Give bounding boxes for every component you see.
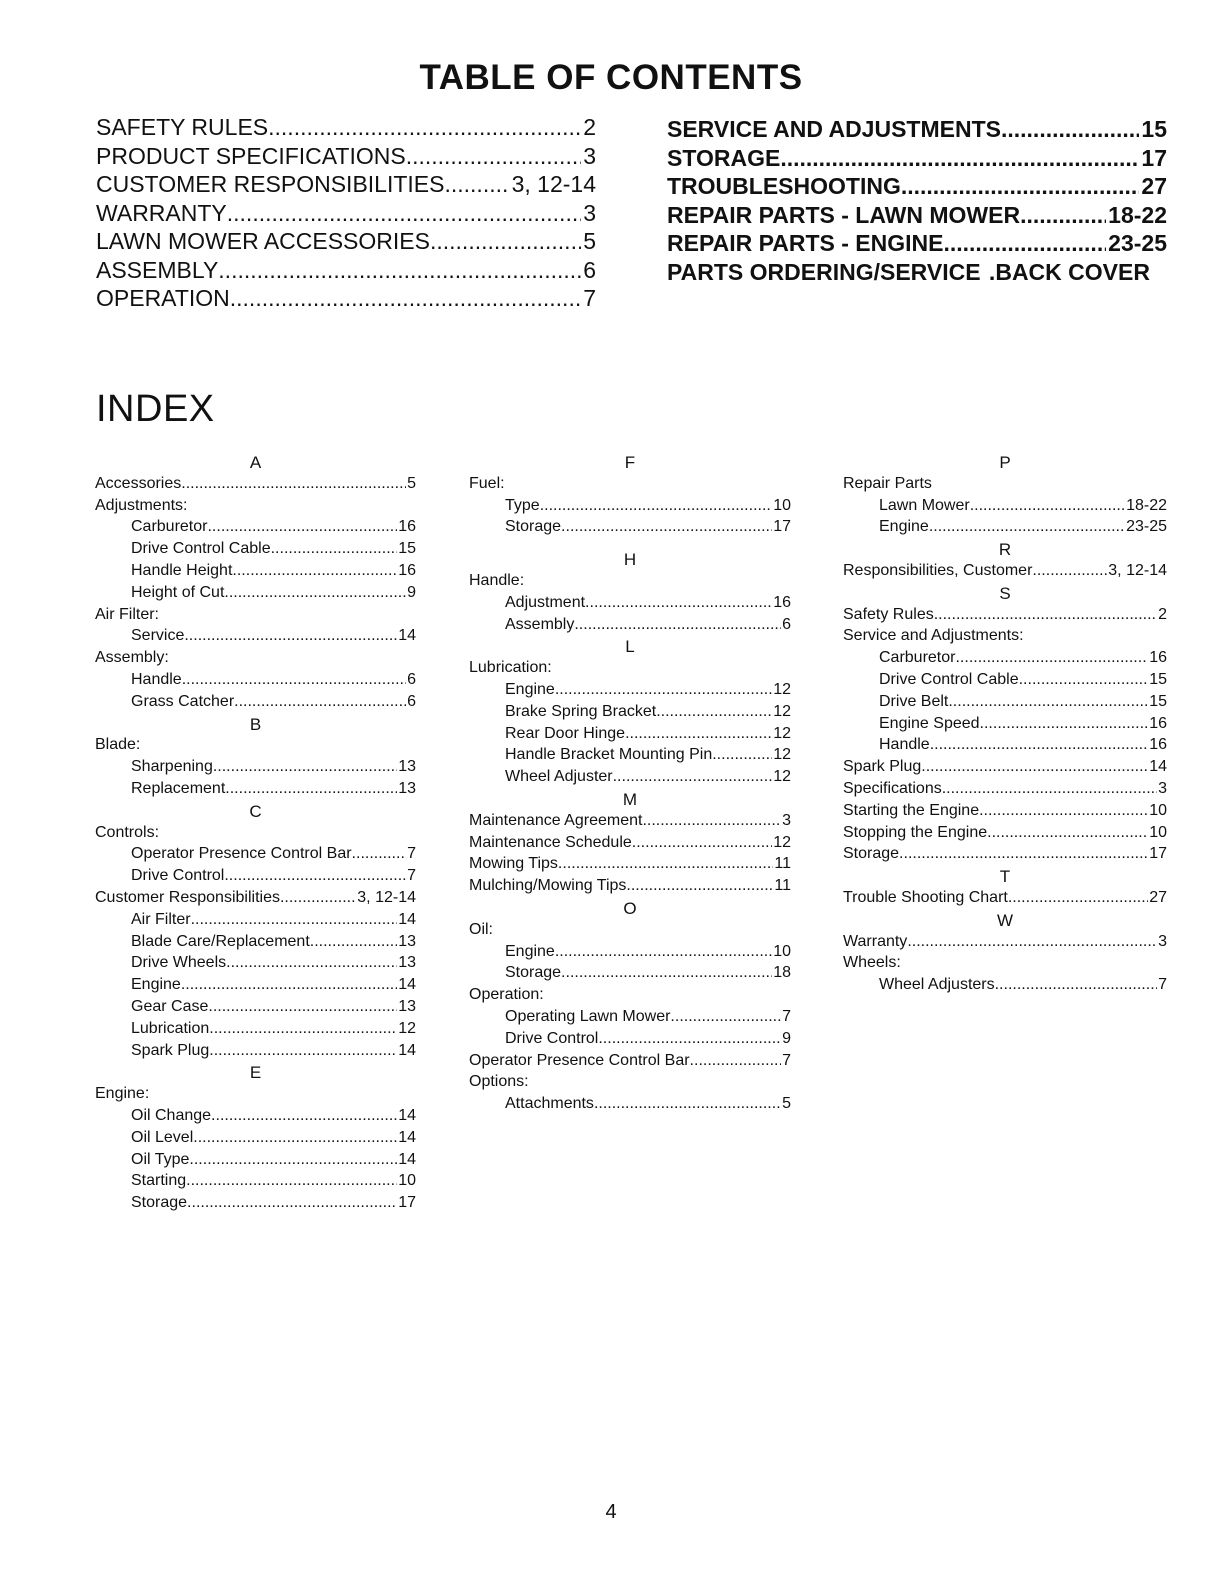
toc-entry[interactable]: [96, 200, 596, 229]
index-group-label: Fuel:: [469, 474, 505, 492]
toc-entry[interactable]: [96, 228, 596, 257]
index-entry[interactable]: Lawn Mower ..... 18-22: [843, 497, 1167, 519]
index-entry[interactable]: Engine ..... 23-25: [843, 518, 1167, 540]
index-entry[interactable]: Operating Lawn Mower ..... 7: [469, 1008, 791, 1030]
toc-entry-page: 17: [1141, 144, 1167, 171]
index-entry[interactable]: Oil Type ..... 14: [95, 1151, 416, 1173]
index-letter-header: B: [249, 714, 262, 734]
toc-entry-page: .BACK COVER: [982, 258, 1150, 285]
index-group-label: Assembly:: [95, 649, 169, 667]
toc-entry[interactable]: [667, 202, 1167, 231]
index-entry[interactable]: Brake Spring Bracket ..... 12: [469, 703, 791, 725]
index-letter-header: F: [624, 453, 636, 472]
index-entry[interactable]: Gear Case ..... 13: [95, 998, 416, 1020]
index-entry[interactable]: Carburetor ..... 16: [95, 518, 416, 540]
index-entry[interactable]: Operator Presence Control Bar ..... 7: [469, 1052, 791, 1074]
toc-entry-page: 5: [583, 228, 596, 254]
toc-entry-label: LAWN MOWER ACCESSORIES: [96, 228, 430, 254]
toc-entry-page: 27: [1141, 173, 1167, 199]
index-entry[interactable]: Replacement ..... 13: [95, 780, 416, 802]
index-entry[interactable]: Handle Bracket Mounting Pin ..... 12: [469, 746, 791, 768]
toc-entry-label: PARTS ORDERING/SERVICE: [667, 258, 981, 285]
index-entry[interactable]: Handle ..... 6: [95, 671, 416, 693]
index-entry[interactable]: Drive Control ..... 7: [95, 867, 416, 889]
index-entry[interactable]: Mowing Tips ..... 11: [469, 855, 791, 877]
index-letter-header: L: [625, 637, 635, 657]
toc-entry[interactable]: [667, 173, 1167, 202]
index-letter-header: H: [623, 550, 637, 570]
index-letter-header: E: [249, 1063, 262, 1083]
index-group-label: Blade:: [95, 736, 141, 754]
index-entry[interactable]: Accessories ..... 5: [95, 475, 416, 497]
index-entry[interactable]: Stopping the Engine ..... 10: [843, 824, 1167, 846]
index-entry[interactable]: Operator Presence Control Bar ..... 7: [95, 845, 416, 867]
index-group-label: Wheels:: [843, 954, 901, 972]
index-entry[interactable]: Blade Care/Replacement ..... 13: [95, 933, 416, 955]
toc-entry-page: 2: [583, 114, 596, 140]
index-entry[interactable]: Drive Belt ..... 15: [843, 693, 1167, 715]
toc-entry-page: 6: [583, 256, 596, 283]
toc-left-column: [96, 114, 596, 314]
index-entry[interactable]: Engine Speed ..... 16: [843, 715, 1167, 737]
toc-entry[interactable]: [96, 114, 596, 143]
toc-entry-label: WARRANTY: [96, 199, 227, 226]
toc-entry-page: 3, 12-14: [511, 171, 596, 197]
toc-entry-label: PRODUCT SPECIFICATIONS: [96, 142, 406, 169]
index-entry[interactable]: Maintenance Schedule ..... 12: [469, 834, 791, 856]
index-letter-header: C: [249, 801, 262, 821]
toc-entry-label: STORAGE: [667, 144, 781, 171]
toc-entry-label: SAFETY RULES: [96, 114, 269, 140]
index-letter-header: T: [999, 867, 1011, 887]
index-entry[interactable]: Sharpening ..... 13: [95, 758, 416, 780]
index-entry[interactable]: Safety Rules ..... 2: [843, 606, 1167, 628]
page-number: 4: [605, 1501, 617, 1523]
index-entry[interactable]: Air Filter ..... 14: [95, 911, 416, 933]
index-entry[interactable]: Adjustment ..... 16: [469, 594, 791, 616]
index-entry[interactable]: Maintenance Agreement ..... 3: [469, 812, 791, 834]
toc-entry-page: 18-22: [1108, 201, 1167, 228]
index-entry[interactable]: Storage ..... 17: [843, 845, 1167, 867]
index-entry[interactable]: Type ..... 10: [469, 497, 791, 519]
index-group-label: Engine:: [95, 1085, 150, 1103]
index-entry[interactable]: Handle Height ..... 16: [95, 562, 416, 584]
index-letter-header: W: [996, 910, 1014, 930]
index-group-label: Handle:: [469, 571, 525, 589]
toc-entry-page: 15: [1141, 116, 1167, 142]
index-entry[interactable]: Spark Plug ..... 14: [95, 1042, 416, 1064]
index-entry[interactable]: Assembly ..... 6: [469, 616, 791, 638]
toc-entry[interactable]: [667, 230, 1167, 259]
index-letter-header: R: [998, 540, 1012, 560]
index-entry[interactable]: Storage ..... 17: [469, 518, 791, 540]
index-entry[interactable]: Specifications ..... 3: [843, 780, 1167, 802]
index-letter-header: A: [249, 453, 262, 472]
index-entry[interactable]: Drive Control Cable ..... 15: [843, 671, 1167, 693]
index-entry[interactable]: Engine ..... 12: [469, 681, 791, 703]
toc-entry-label: TROUBLESHOOTING: [667, 173, 901, 199]
index-group-label: Operation:: [469, 986, 544, 1004]
toc-entry-page: 3: [583, 199, 596, 226]
toc-right-column: [667, 116, 1167, 287]
index-entry[interactable]: Trouble Shooting Chart ..... 27: [843, 889, 1167, 911]
toc-entry-label: SERVICE AND ADJUSTMENTS: [667, 116, 1001, 142]
toc-entry[interactable]: [667, 145, 1167, 174]
index-entry[interactable]: Handle ..... 16: [843, 736, 1167, 758]
toc-entry[interactable]: [96, 285, 596, 314]
index-entry[interactable]: Oil Level ..... 14: [95, 1129, 416, 1151]
index-entry[interactable]: Starting the Engine ..... 10: [843, 802, 1167, 824]
index-letter-header: S: [999, 583, 1011, 603]
index-entry[interactable]: Attachments ..... 5: [469, 1095, 791, 1117]
index-letter-header: P: [999, 453, 1011, 472]
index-column-1: [95, 453, 416, 1216]
index-entry[interactable]: Lubrication ..... 12: [95, 1020, 416, 1042]
index-letter-header: O: [623, 898, 637, 918]
toc-entry-label: REPAIR PARTS - ENGINE: [667, 230, 944, 256]
index-entry[interactable]: Customer Responsibilities ..... 3, 12-14: [95, 889, 416, 911]
toc-entry[interactable]: [667, 116, 1167, 145]
index-entry[interactable]: Responsibilities, Customer ..... 3, 12-14: [843, 562, 1167, 584]
index-entry[interactable]: Spark Plug ..... 14: [843, 758, 1167, 780]
index-entry[interactable]: Grass Catcher ..... 6: [95, 693, 416, 715]
index-entry[interactable]: Storage ..... 17: [95, 1194, 416, 1216]
index-entry[interactable]: Drive Control Cable ..... 15: [95, 540, 416, 562]
toc-entry-page: 3: [583, 142, 596, 169]
index-group-label: Air Filter:: [95, 605, 159, 623]
toc-entry[interactable]: [96, 257, 596, 286]
index-entry[interactable]: Drive Wheels ..... 13: [95, 954, 416, 976]
index-group-label: Service and Adjustments:: [843, 627, 1024, 645]
index-group-label: Adjustments:: [95, 496, 188, 514]
index-entry[interactable]: Storage ..... 18: [469, 964, 791, 986]
index-group-label: Options:: [469, 1073, 529, 1091]
index-entry[interactable]: Rear Door Hinge ..... 12: [469, 725, 791, 747]
index-group-label: Lubrication:: [469, 659, 552, 677]
index-entry[interactable]: Drive Control ..... 9: [469, 1030, 791, 1052]
toc-entry[interactable]: [667, 259, 1167, 288]
index-entry[interactable]: Service ..... 14: [95, 627, 416, 649]
index-entry[interactable]: Starting ..... 10: [95, 1172, 416, 1194]
toc-entry-label: OPERATION: [96, 285, 230, 311]
index-entry[interactable]: Engine ..... 10: [469, 943, 791, 965]
index-column-3: [843, 453, 1167, 998]
index-entry[interactable]: Wheel Adjuster ..... 12: [469, 768, 791, 790]
index-title: INDEX: [96, 388, 215, 430]
index-entry[interactable]: Carburetor ..... 16: [843, 649, 1167, 671]
index-entry[interactable]: Engine ..... 14: [95, 976, 416, 998]
toc-entry-label: REPAIR PARTS - LAWN MOWER: [667, 201, 1021, 228]
toc-entry-label: CUSTOMER RESPONSIBILITIES: [96, 171, 445, 197]
index-entry[interactable]: Oil Change ..... 14: [95, 1107, 416, 1129]
toc-entry-page: 7: [583, 285, 596, 311]
toc-entry[interactable]: [96, 143, 596, 172]
index-entry[interactable]: Wheel Adjusters ..... 7: [843, 976, 1167, 998]
index-group-label: Oil:: [469, 920, 493, 938]
index-entry[interactable]: Height of Cut ..... 9: [95, 584, 416, 606]
toc-entry[interactable]: [96, 171, 596, 200]
toc-entry-page: 23-25: [1108, 230, 1167, 256]
toc-title: TABLE OF CONTENTS: [419, 58, 803, 97]
index-column-2: [469, 453, 791, 1117]
index-group-label: Controls:: [95, 823, 160, 841]
index-entry[interactable]: Mulching/Mowing Tips ..... 11: [469, 877, 791, 899]
index-entry[interactable]: Warranty ..... 3: [843, 933, 1167, 955]
toc-entry-label: ASSEMBLY: [96, 256, 219, 283]
index-group-label: Repair Parts: [843, 474, 932, 492]
index-letter-header: M: [622, 789, 638, 809]
